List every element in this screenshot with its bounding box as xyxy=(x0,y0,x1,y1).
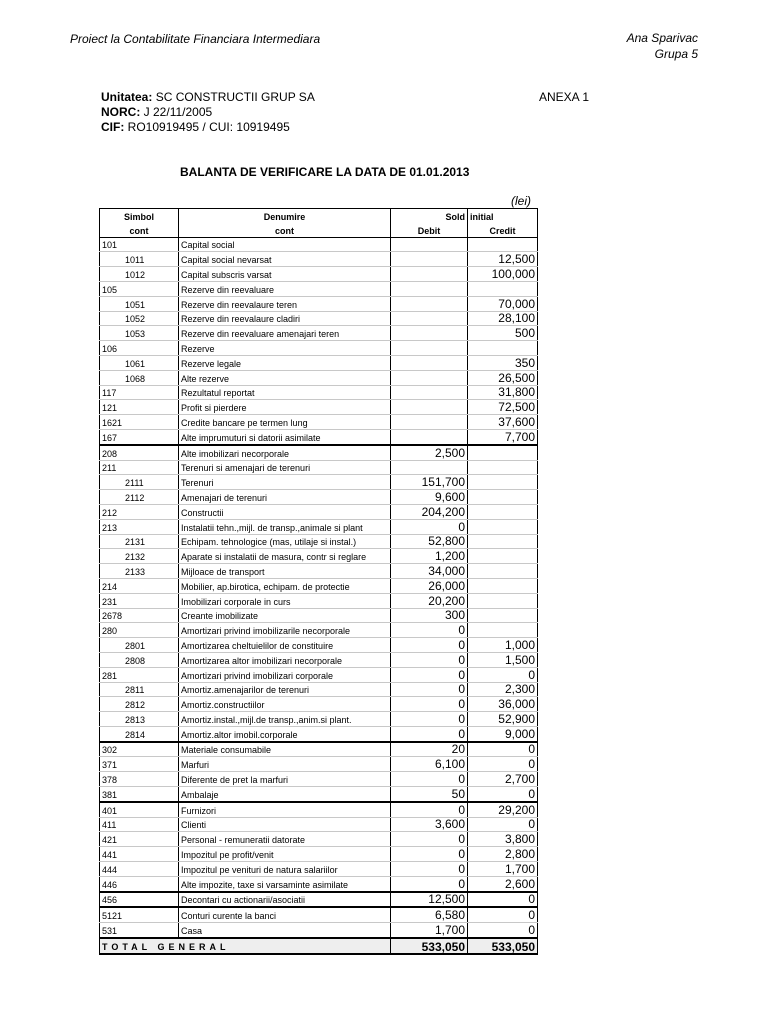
account-name: Echipam. tehnologice (mas, utilaje si instal.) xyxy=(179,534,391,549)
account-symbol: 381 xyxy=(100,787,179,802)
author-block xyxy=(627,30,698,62)
table-row xyxy=(100,385,538,400)
account-symbol: 105 xyxy=(100,281,179,296)
debit-value: 26,000 xyxy=(391,578,468,593)
account-symbol: 208 xyxy=(100,445,179,460)
debit-value: 1,700 xyxy=(391,923,468,938)
debit-value: 12,500 xyxy=(391,892,468,908)
account-name: Profit si pierdere xyxy=(179,400,391,415)
credit-value xyxy=(468,237,538,252)
debit-value: 20 xyxy=(391,742,468,757)
table-row xyxy=(100,475,538,490)
table-row xyxy=(100,638,538,653)
account-symbol: 281 xyxy=(100,667,179,682)
debit-value xyxy=(391,385,468,400)
account-name: Rezultatul reportat xyxy=(179,385,391,400)
account-symbol: 1012 xyxy=(100,267,179,282)
account-symbol: 101 xyxy=(100,237,179,252)
table-row xyxy=(100,564,538,579)
credit-value xyxy=(468,608,538,623)
account-symbol: 371 xyxy=(100,757,179,772)
account-name: Amortiz.constructiilor xyxy=(179,697,391,712)
debit-value xyxy=(391,281,468,296)
account-name: Amortizari privind imobilizari corporale xyxy=(179,667,391,682)
credit-value: 26,500 xyxy=(468,370,538,385)
trial-balance-table xyxy=(99,208,538,955)
account-name: Personal - remuneratii datorate xyxy=(179,832,391,847)
table-row xyxy=(100,311,538,326)
debit-value: 0 xyxy=(391,876,468,891)
table-row xyxy=(100,907,538,922)
table-row xyxy=(100,267,538,282)
debit-value xyxy=(391,341,468,356)
debit-value xyxy=(391,296,468,311)
debit-value xyxy=(391,460,468,475)
account-symbol: 167 xyxy=(100,429,179,444)
credit-value: 0 xyxy=(468,923,538,938)
table-row xyxy=(100,697,538,712)
table-row xyxy=(100,802,538,817)
header-initial: initial xyxy=(468,209,538,223)
table-row xyxy=(100,593,538,608)
credit-value xyxy=(468,578,538,593)
debit-value: 204,200 xyxy=(391,504,468,519)
table-row xyxy=(100,667,538,682)
account-name: Amortizari privind imobilizarile necorporale xyxy=(179,623,391,638)
account-symbol: 1053 xyxy=(100,326,179,341)
company-unit: Unitatea: SC CONSTRUCTII GRUP SA xyxy=(101,90,315,104)
account-symbol: 117 xyxy=(100,385,179,400)
credit-value xyxy=(468,519,538,534)
table-row xyxy=(100,370,538,385)
debit-value: 151,700 xyxy=(391,475,468,490)
account-symbol: 211 xyxy=(100,460,179,475)
credit-value: 70,000 xyxy=(468,296,538,311)
account-symbol: 444 xyxy=(100,862,179,877)
table-row xyxy=(100,355,538,370)
account-symbol: 446 xyxy=(100,876,179,891)
document-title: BALANTA DE VERIFICARE LA DATA DE 01.01.2013 xyxy=(180,165,470,179)
header-cont: cont xyxy=(100,223,179,237)
table-row xyxy=(100,237,538,252)
account-symbol: 2814 xyxy=(100,726,179,741)
account-symbol: 2801 xyxy=(100,638,179,653)
table-row xyxy=(100,534,538,549)
header-denumire-cont: cont xyxy=(179,223,391,237)
account-name: Constructii xyxy=(179,504,391,519)
table-row xyxy=(100,817,538,832)
account-symbol: 1011 xyxy=(100,252,179,267)
account-name: Terenuri xyxy=(179,475,391,490)
credit-value: 12,500 xyxy=(468,252,538,267)
credit-value: 36,000 xyxy=(468,697,538,712)
table-row xyxy=(100,296,538,311)
debit-value xyxy=(391,415,468,430)
account-name: Ambalaje xyxy=(179,787,391,802)
debit-value: 20,200 xyxy=(391,593,468,608)
account-symbol: 121 xyxy=(100,400,179,415)
debit-value: 52,800 xyxy=(391,534,468,549)
credit-value xyxy=(468,504,538,519)
company-cif: CIF: RO10919495 / CUI: 10919495 xyxy=(101,120,290,134)
account-name: Conturi curente la banci xyxy=(179,907,391,922)
total-row xyxy=(100,938,538,954)
table-row xyxy=(100,623,538,638)
account-name: Materiale consumabile xyxy=(179,742,391,757)
account-name: Terenuri si amenajari de terenuri xyxy=(179,460,391,475)
table-row xyxy=(100,712,538,727)
debit-value xyxy=(391,326,468,341)
debit-value: 2,500 xyxy=(391,445,468,460)
account-symbol: 1061 xyxy=(100,355,179,370)
account-symbol: 1068 xyxy=(100,370,179,385)
account-symbol: 531 xyxy=(100,923,179,938)
project-title: Proiect la Contabilitate Financiara Intermediara xyxy=(70,32,321,46)
account-name: Credite bancare pe termen lung xyxy=(179,415,391,430)
table-row xyxy=(100,923,538,938)
debit-value: 0 xyxy=(391,802,468,817)
credit-value: 2,800 xyxy=(468,847,538,862)
table-row xyxy=(100,549,538,564)
debit-value xyxy=(391,400,468,415)
company-info xyxy=(101,90,315,135)
annex-label: ANEXA 1 xyxy=(539,90,590,104)
account-name: Mobilier, ap.birotica, echipam. de protectie xyxy=(179,578,391,593)
account-name: Rezerve din reevalaure cladiri xyxy=(179,311,391,326)
account-symbol: 5121 xyxy=(100,907,179,922)
account-symbol: 106 xyxy=(100,341,179,356)
debit-value xyxy=(391,370,468,385)
total-label: TOTAL GENERAL xyxy=(100,938,391,954)
table-header-row-1 xyxy=(100,209,538,223)
credit-value: 500 xyxy=(468,326,538,341)
account-name: Amortizarea cheltuielilor de constituire xyxy=(179,638,391,653)
credit-value: 3,800 xyxy=(468,832,538,847)
total-debit: 533,050 xyxy=(391,938,468,954)
credit-value xyxy=(468,445,538,460)
total-credit: 533,050 xyxy=(468,938,538,954)
account-name: Mijloace de transport xyxy=(179,564,391,579)
debit-value: 50 xyxy=(391,787,468,802)
account-name: Casa xyxy=(179,923,391,938)
account-symbol: 1052 xyxy=(100,311,179,326)
debit-value: 0 xyxy=(391,712,468,727)
credit-value xyxy=(468,341,538,356)
debit-value: 0 xyxy=(391,667,468,682)
author-group: Grupa 5 xyxy=(654,47,698,61)
account-name: Alte imobilizari necorporale xyxy=(179,445,391,460)
header-debit: Debit xyxy=(391,223,468,237)
table-row xyxy=(100,341,538,356)
credit-value: 52,900 xyxy=(468,712,538,727)
account-name: Amenajari de terenuri xyxy=(179,490,391,505)
credit-value: 0 xyxy=(468,817,538,832)
account-symbol: 1051 xyxy=(100,296,179,311)
account-symbol: 213 xyxy=(100,519,179,534)
credit-value xyxy=(468,549,538,564)
account-name: Creante imobilizate xyxy=(179,608,391,623)
company-norc: NORC: J 22/11/2005 xyxy=(101,105,213,119)
credit-value: 31,800 xyxy=(468,385,538,400)
debit-value: 0 xyxy=(391,652,468,667)
table-row xyxy=(100,490,538,505)
account-symbol: 411 xyxy=(100,817,179,832)
credit-value xyxy=(468,593,538,608)
account-symbol: 2678 xyxy=(100,608,179,623)
credit-value: 28,100 xyxy=(468,311,538,326)
debit-value: 0 xyxy=(391,726,468,741)
account-symbol: 231 xyxy=(100,593,179,608)
account-symbol: 280 xyxy=(100,623,179,638)
account-symbol: 2133 xyxy=(100,564,179,579)
credit-value: 0 xyxy=(468,742,538,757)
table-row xyxy=(100,876,538,891)
account-name: Rezerve xyxy=(179,341,391,356)
debit-value: 0 xyxy=(391,682,468,697)
account-name: Capital social xyxy=(179,237,391,252)
credit-value: 350 xyxy=(468,355,538,370)
account-name: Imobilizari corporale in curs xyxy=(179,593,391,608)
table-row xyxy=(100,252,538,267)
account-symbol: 441 xyxy=(100,847,179,862)
header-credit: Credit xyxy=(468,223,538,237)
debit-value: 0 xyxy=(391,519,468,534)
credit-value xyxy=(468,534,538,549)
debit-value: 0 xyxy=(391,847,468,862)
credit-value xyxy=(468,281,538,296)
credit-value: 9,000 xyxy=(468,726,538,741)
table-row xyxy=(100,726,538,741)
account-symbol: 2811 xyxy=(100,682,179,697)
account-symbol: 2111 xyxy=(100,475,179,490)
currency-unit: (lei) xyxy=(511,194,531,208)
account-symbol: 212 xyxy=(100,504,179,519)
account-symbol: 2131 xyxy=(100,534,179,549)
account-name: Amortiz.amenajarilor de terenuri xyxy=(179,682,391,697)
debit-value xyxy=(391,252,468,267)
credit-value xyxy=(468,623,538,638)
table-row xyxy=(100,772,538,787)
account-symbol: 2813 xyxy=(100,712,179,727)
credit-value: 0 xyxy=(468,667,538,682)
credit-value: 0 xyxy=(468,892,538,908)
table-row xyxy=(100,682,538,697)
account-symbol: 302 xyxy=(100,742,179,757)
account-name: Diferente de pret la marfuri xyxy=(179,772,391,787)
debit-value: 6,580 xyxy=(391,907,468,922)
header-simbol: Simbol xyxy=(100,209,179,223)
account-symbol: 2132 xyxy=(100,549,179,564)
credit-value: 0 xyxy=(468,907,538,922)
table-row xyxy=(100,787,538,802)
account-name: Alte rezerve xyxy=(179,370,391,385)
account-symbol: 401 xyxy=(100,802,179,817)
account-name: Marfuri xyxy=(179,757,391,772)
account-symbol: 378 xyxy=(100,772,179,787)
table-row xyxy=(100,326,538,341)
account-symbol: 2112 xyxy=(100,490,179,505)
account-name: Impozitul pe venituri de natura salariilor xyxy=(179,862,391,877)
table-row xyxy=(100,460,538,475)
credit-value: 2,700 xyxy=(468,772,538,787)
debit-value xyxy=(391,237,468,252)
account-name: Amortiz.altor imobil.corporale xyxy=(179,726,391,741)
table-row xyxy=(100,652,538,667)
credit-value: 72,500 xyxy=(468,400,538,415)
account-symbol: 214 xyxy=(100,578,179,593)
table-row xyxy=(100,862,538,877)
table-row xyxy=(100,415,538,430)
account-symbol: 456 xyxy=(100,892,179,908)
table-row xyxy=(100,608,538,623)
account-name: Rezerve din reevaluare amenajari teren xyxy=(179,326,391,341)
table-row xyxy=(100,847,538,862)
table-row xyxy=(100,519,538,534)
header-sold: Sold xyxy=(391,209,468,223)
credit-value xyxy=(468,460,538,475)
debit-value: 34,000 xyxy=(391,564,468,579)
debit-value: 0 xyxy=(391,832,468,847)
account-name: Impozitul pe profit/venit xyxy=(179,847,391,862)
account-name: Aparate si instalatii de masura, contr si reglare xyxy=(179,549,391,564)
credit-value: 2,600 xyxy=(468,876,538,891)
credit-value: 1,000 xyxy=(468,638,538,653)
credit-value: 1,700 xyxy=(468,862,538,877)
author-name: Ana Sparivac xyxy=(626,31,698,45)
account-name: Rezerve din reevaluare xyxy=(179,281,391,296)
table-row xyxy=(100,578,538,593)
debit-value: 0 xyxy=(391,697,468,712)
account-name: Rezerve din reevalaure teren xyxy=(179,296,391,311)
credit-value: 0 xyxy=(468,787,538,802)
debit-value xyxy=(391,355,468,370)
table-row xyxy=(100,892,538,908)
table-row xyxy=(100,742,538,757)
debit-value: 300 xyxy=(391,608,468,623)
credit-value: 0 xyxy=(468,757,538,772)
debit-value: 1,200 xyxy=(391,549,468,564)
account-symbol: 421 xyxy=(100,832,179,847)
table-row xyxy=(100,400,538,415)
account-symbol: 2812 xyxy=(100,697,179,712)
credit-value: 2,300 xyxy=(468,682,538,697)
debit-value: 0 xyxy=(391,772,468,787)
account-name: Furnizori xyxy=(179,802,391,817)
account-symbol: 2808 xyxy=(100,652,179,667)
credit-value xyxy=(468,564,538,579)
account-symbol: 1621 xyxy=(100,415,179,430)
account-name: Clienti xyxy=(179,817,391,832)
table-row xyxy=(100,445,538,460)
debit-value: 0 xyxy=(391,623,468,638)
credit-value xyxy=(468,490,538,505)
table-row xyxy=(100,504,538,519)
account-name: Alte imprumuturi si datorii asimilate xyxy=(179,429,391,444)
account-name: Amortiz.instal.,mijl.de transp.,anim.si plant. xyxy=(179,712,391,727)
table-row xyxy=(100,757,538,772)
credit-value: 1,500 xyxy=(468,652,538,667)
account-name: Capital subscris varsat xyxy=(179,267,391,282)
account-name: Amortizarea altor imobilizari necorporale xyxy=(179,652,391,667)
account-name: Alte impozite, taxe si varsaminte asimilate xyxy=(179,876,391,891)
credit-value: 100,000 xyxy=(468,267,538,282)
debit-value: 0 xyxy=(391,862,468,877)
debit-value: 9,600 xyxy=(391,490,468,505)
debit-value xyxy=(391,429,468,444)
table-row xyxy=(100,429,538,444)
debit-value xyxy=(391,267,468,282)
credit-value: 37,600 xyxy=(468,415,538,430)
debit-value xyxy=(391,311,468,326)
account-name: Rezerve legale xyxy=(179,355,391,370)
table-header-row-2 xyxy=(100,223,538,237)
account-name: Instalatii tehn.,mijl. de transp.,animale si plant xyxy=(179,519,391,534)
credit-value xyxy=(468,475,538,490)
account-name: Capital social nevarsat xyxy=(179,252,391,267)
debit-value: 0 xyxy=(391,638,468,653)
table-row xyxy=(100,281,538,296)
debit-value: 3,600 xyxy=(391,817,468,832)
debit-value: 6,100 xyxy=(391,757,468,772)
account-name: Decontari cu actionarii/asociatii xyxy=(179,892,391,908)
header-denumire: Denumire xyxy=(179,209,391,223)
table-row xyxy=(100,832,538,847)
credit-value: 29,200 xyxy=(468,802,538,817)
credit-value: 7,700 xyxy=(468,429,538,444)
